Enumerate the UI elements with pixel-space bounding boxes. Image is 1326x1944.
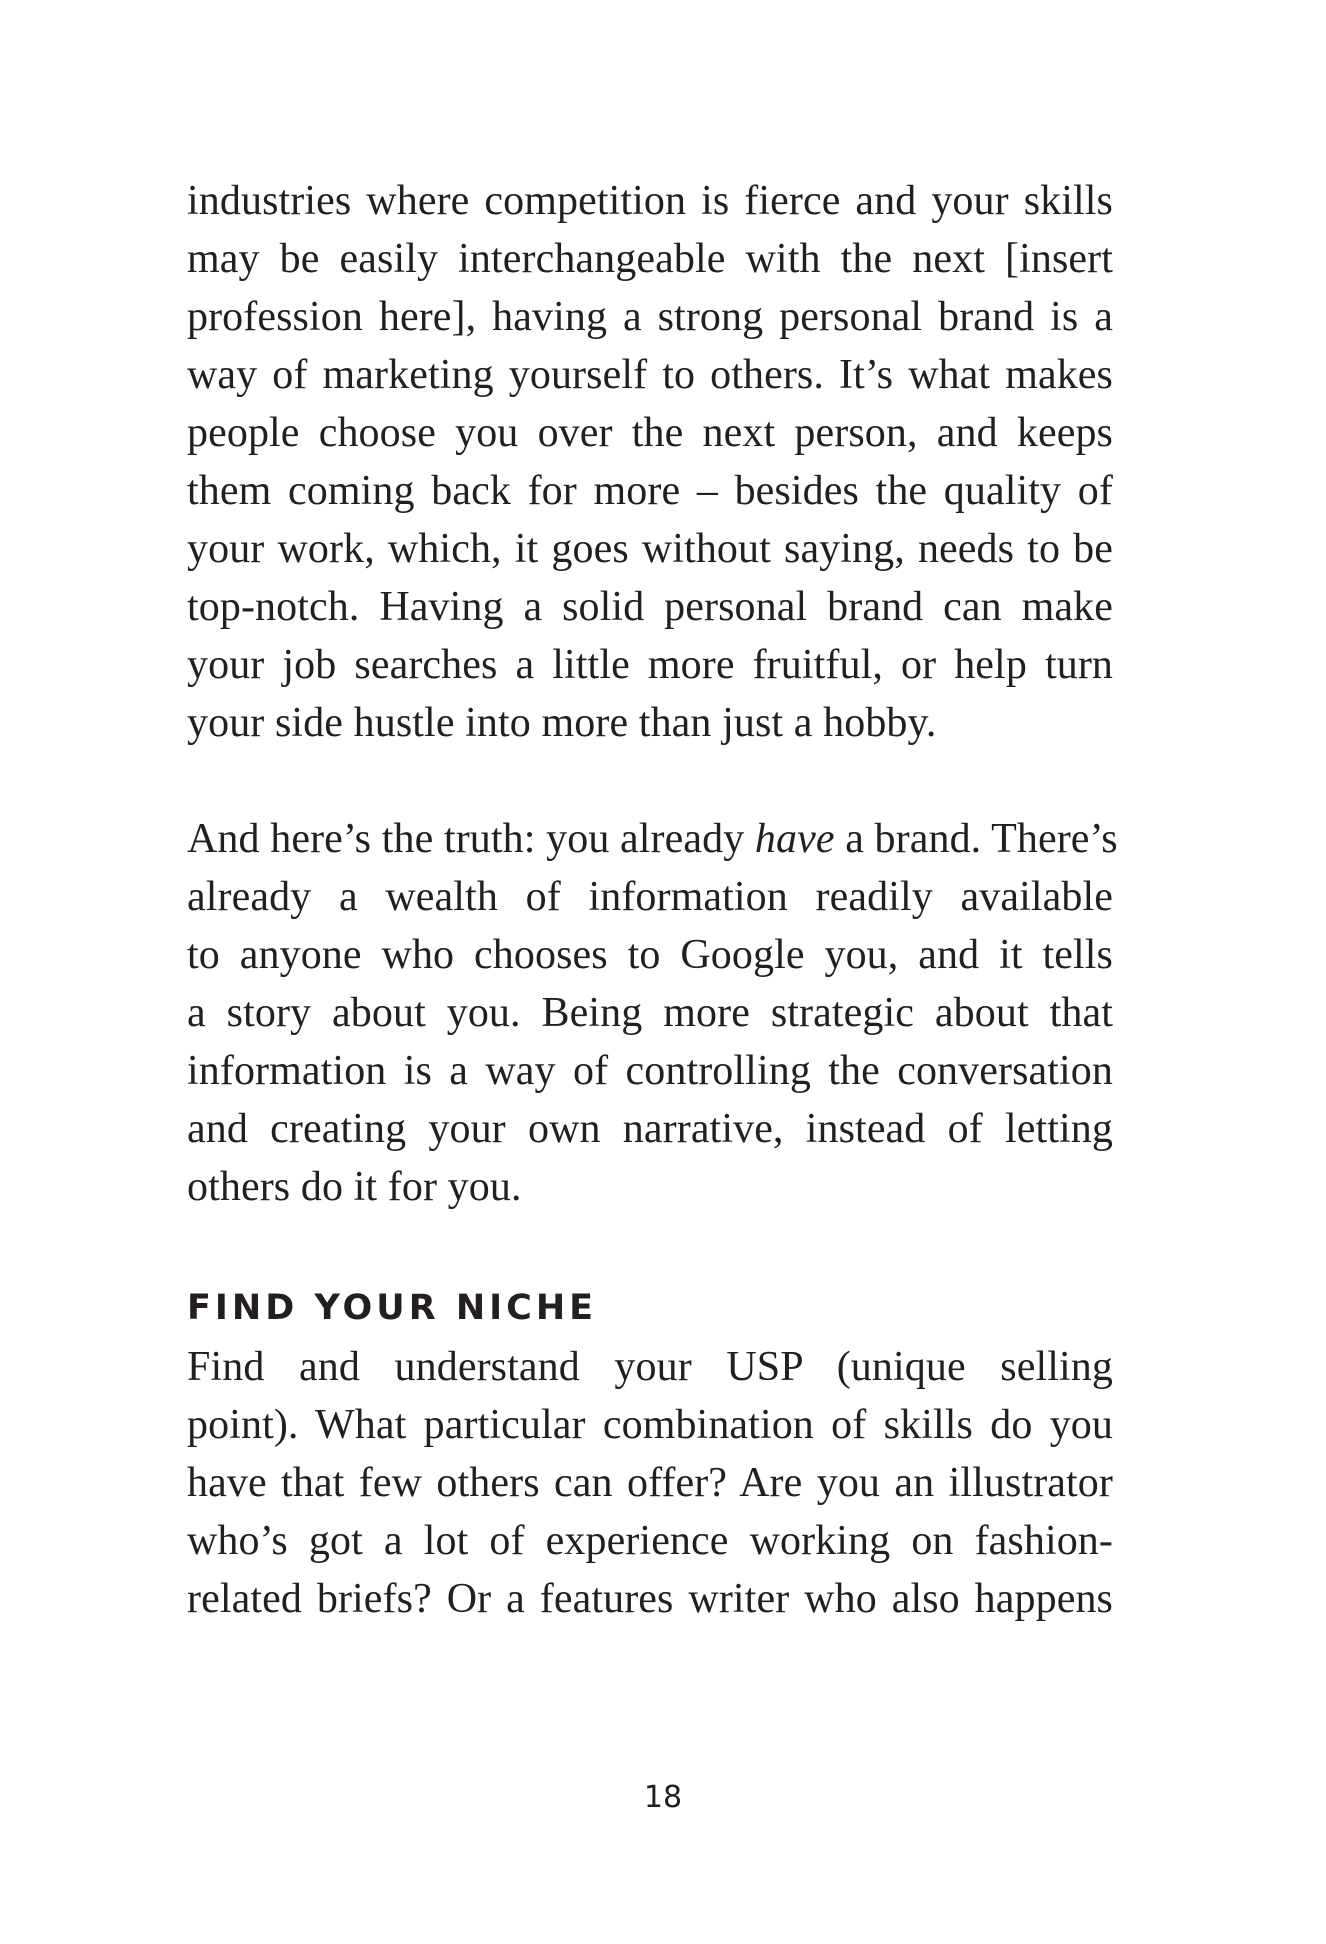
emphasis-text: have bbox=[754, 816, 835, 862]
text-line: may be easily interchangeable with the next [insert bbox=[187, 236, 1113, 282]
section-body-paragraph bbox=[187, 1338, 1113, 1628]
text-line: point). What particular combination of skills do you bbox=[187, 1402, 1113, 1448]
text-run: And here’s the truth: you already bbox=[187, 816, 755, 862]
text-line: who’s got a lot of experience working on fashion- bbox=[187, 1518, 1113, 1564]
text-line: industries where competition is fierce and your skills bbox=[187, 178, 1113, 224]
paragraph-already-have-brand bbox=[187, 810, 1118, 1216]
text-line: Find and understand your USP (unique selling bbox=[187, 1344, 1113, 1390]
text-run: a brand. There’s bbox=[834, 816, 1118, 862]
text-line: your job searches a little more fruitful, or help turn bbox=[187, 642, 1113, 688]
section-heading: FIND YOUR NICHE bbox=[187, 1288, 598, 1328]
text-line: your side hustle into more than just a hobby. bbox=[187, 700, 937, 746]
text-line: to anyone who chooses to Google you, and it tells bbox=[187, 932, 1113, 978]
text-line: profession here], having a strong personal brand is a bbox=[187, 294, 1113, 340]
text-line: already a wealth of information readily available bbox=[187, 874, 1113, 920]
text-line: them coming back for more – besides the quality of bbox=[187, 468, 1113, 514]
text-line: top-notch. Having a solid personal brand can make bbox=[187, 584, 1113, 630]
text-column bbox=[187, 172, 1118, 1628]
text-line: and creating your own narrative, instead of letting bbox=[187, 1106, 1113, 1152]
paragraph-personal-brand bbox=[187, 172, 1113, 752]
text-line: people choose you over the next person, and keeps bbox=[187, 410, 1113, 456]
text-line: your work, which, it goes without saying, needs to be bbox=[187, 526, 1113, 572]
text-line: way of marketing yourself to others. It’s what makes bbox=[187, 352, 1113, 398]
text-line: a story about you. Being more strategic about that bbox=[187, 990, 1113, 1036]
text-line-with-emphasis bbox=[187, 810, 1118, 868]
text-line: have that few others can offer? Are you an illustrator bbox=[187, 1460, 1113, 1506]
text-line: others do it for you. bbox=[187, 1164, 522, 1210]
text-line: related briefs? Or a features writer who also happens bbox=[187, 1576, 1113, 1622]
text-line: information is a way of controlling the conversation bbox=[187, 1048, 1113, 1094]
page-number: 18 bbox=[643, 1780, 683, 1815]
